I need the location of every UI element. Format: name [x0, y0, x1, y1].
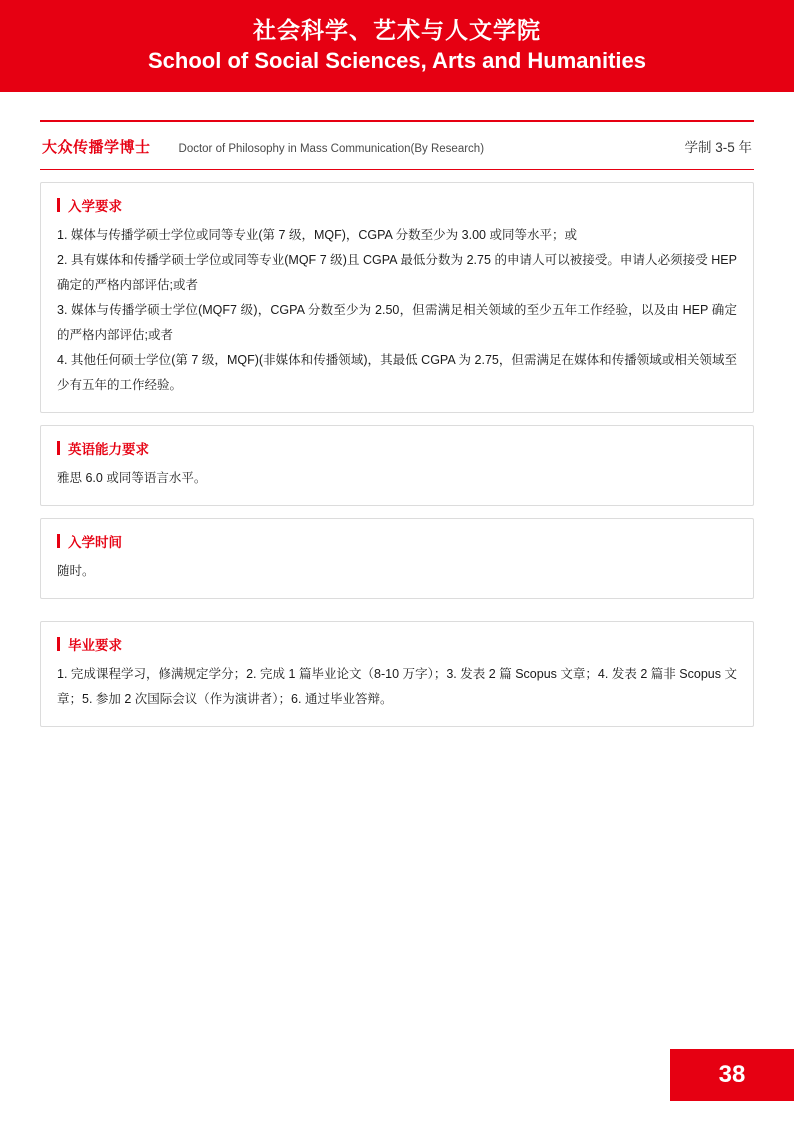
section-heading-label: 入学时间: [68, 535, 122, 550]
section-graduation-requirements: [40, 621, 754, 727]
program-name-cn: 大众传播学博士: [42, 139, 151, 156]
program-duration: 学制 3-5 年: [684, 140, 752, 155]
section-heading-label: 入学要求: [68, 199, 122, 214]
section-paragraph: 雅思 6.0 或同等语言水平。: [57, 471, 207, 485]
section-paragraph: 1. 完成课程学习，修满规定学分；2. 完成 1 篇毕业论文（8-10 万字）；3. 发表 2 篇 Scopus 文章；4. 发表 2 篇非 Scopus 文章；5. 参加 2 次国际会议（作为演讲者）；6. 通过毕业答辩。: [57, 667, 737, 706]
section-heading: [57, 438, 737, 458]
section-english-requirement: [40, 425, 754, 506]
header-title-en: School of Social Sciences, Arts and Humanities: [148, 48, 646, 74]
page-header: [0, 0, 794, 92]
section-bar-icon: [57, 198, 60, 212]
section-paragraph: 2. 具有媒体和传播学硕士学位或同等专业(MQF 7 级)且 CGPA 最低分数为 2.75 的申请人可以被接受。申请人必须接受 HEP 确定的严格内部评估;或者: [57, 253, 737, 292]
section-heading: [57, 195, 737, 215]
section-bar-icon: [57, 534, 60, 548]
section-paragraph: 4. 其他任何硕士学位(第 7 级，MQF)(非媒体和传播领域)，其最低 CGPA 为 2.75，但需满足在媒体和传播领域或相关领域至少有五年的工作经验。: [57, 353, 737, 392]
section-paragraph: 3. 媒体与传播学硕士学位(MQF7 级)，CGPA 分数至少为 2.50，但需满足相关领域的至少五年工作经验，以及由 HEP 确定的严格内部评估;或者: [57, 303, 737, 342]
section-bar-icon: [57, 441, 60, 455]
section-entry-requirements: [40, 182, 754, 413]
section-heading: [57, 531, 737, 551]
section-heading-label: 英语能力要求: [68, 442, 149, 457]
section-heading-label: 毕业要求: [68, 638, 122, 653]
section-paragraph: 随时。: [57, 564, 95, 578]
section-heading: [57, 634, 737, 654]
section-intake: [40, 518, 754, 599]
section-bar-icon: [57, 637, 60, 651]
program-title-row: [40, 120, 754, 170]
page-content: [0, 120, 794, 727]
program-name-en: Doctor of Philosophy in Mass Communication(By Research): [178, 143, 485, 155]
page-number-badge: [670, 1049, 794, 1101]
section-paragraph: 1. 媒体与传播学硕士学位或同等专业(第 7 级，MQF)，CGPA 分数至少为 3.00 或同等水平；或: [57, 228, 577, 242]
page-number: 38: [718, 1061, 746, 1088]
header-title-cn: 社会科学、艺术与人文学院: [253, 17, 541, 44]
